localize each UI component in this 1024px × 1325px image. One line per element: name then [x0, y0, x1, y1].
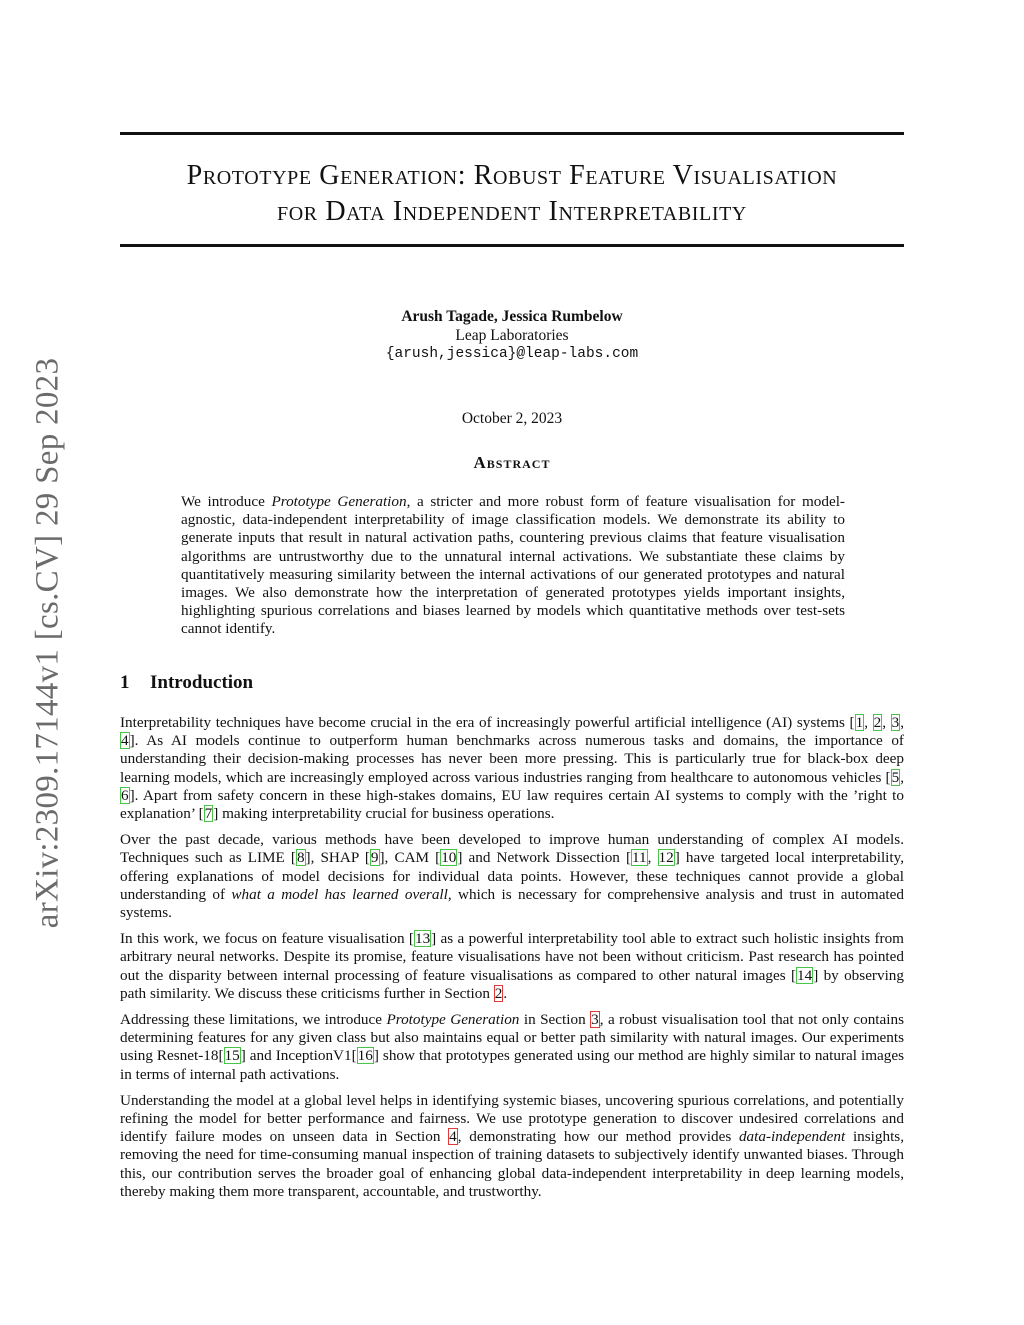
paragraph-3: In this work, we focus on feature visualisation [13] as a powerful interpretability tool able to extract such holistic insights from arbitrary neural networks. Despite its promise, feature visualisations have not been without criticism. Past research has pointed out the disparity between internal processing of feature visualisations as compared to other natural images [14] by observing path similarity. We discuss these criticisms further in Section 2. — [120, 930, 904, 1002]
section-link[interactable]: 2 — [494, 984, 503, 1002]
emphasis: Prototype Generation — [386, 1011, 520, 1029]
paper-title-line-1: Prototype Generation: Robust Feature Visualisation — [186, 160, 838, 191]
section-link[interactable]: 4 — [449, 1128, 457, 1146]
citation-link[interactable]: 13 — [414, 930, 431, 948]
emphasis: what a model has learned overall — [231, 885, 448, 903]
section-heading-introduction — [120, 672, 253, 694]
citation-link[interactable]: 15 — [224, 1047, 240, 1065]
section-title: Introduction — [150, 672, 254, 693]
abstract-body: We introduce Prototype Generation, a stricter and more robust form of feature visualisation for model-agnostic, data-independent interpretability of image classification models. We demonstrate its ability to generate inputs that result in natural activation paths, countering previous claims that feature visualisation algorithms are untrustworthy due to the unnatural internal activations. We substantiate these claims by quantitatively measuring similarity between the internal activations of our generated prototypes and natural images. We also demonstrate how the interpretation of generated prototypes yields important insights, highlighting spurious correlations and biases learned by models which quantitative methods over test-sets cannot identify. — [181, 493, 845, 638]
paragraph-4: Addressing these limitations, we introduce Prototype Generation in Section 3, a robust visualisation tool that not only contains determining features for any given class but also maintains equal or better path similarity with natural images. Our experiments using Resnet-18[15] and InceptionV1[16] show that prototypes generated using our method are highly similar to natural images in terms of internal path activations. — [120, 1011, 904, 1083]
citation-link[interactable]: 6 — [121, 786, 129, 804]
emphasis: data-independent — [738, 1128, 846, 1146]
citation-link[interactable]: 1 — [855, 714, 864, 731]
section-number: 1 — [120, 672, 130, 693]
arxiv-identifier: arXiv:2309.17144v1 [cs.CV] 29 Sep 2023 — [29, 357, 66, 929]
paragraph-5: Understanding the model at a global level helps in identifying systemic biases, uncovering spurious correlations, and potentially refining the model for better performance and fairness. We use prototype generation to discover undesired correlations and identify failure modes on unseen data in Section 4, demonstrating how our method provides data-independent insights, removing the need for time-consuming manual inspection of training datasets to subjectively identify unwanted biases. Through this, our contribution serves the broader goal of enhancing global data-independent interpretability in deep learning models, thereby making them more transparent, accountable, and trustworthy. — [120, 1091, 904, 1200]
title-rule-bottom — [120, 244, 904, 247]
citation-link[interactable]: 14 — [797, 966, 813, 984]
author-block — [120, 307, 904, 364]
citation-link[interactable]: 10 — [441, 849, 457, 867]
citation-link[interactable]: 2 — [873, 714, 882, 731]
introduction-body — [120, 714, 904, 1209]
citation-link[interactable]: 3 — [891, 714, 900, 731]
section-link[interactable]: 3 — [591, 1011, 599, 1029]
paragraph-1: Interpretability techniques have become crucial in the era of increasingly powerful artificial intelligence (AI) systems [1, 2, 3, 4]. As AI models continue to outperform human benchmarks across numerous tasks and domains, the importance of understanding their decision-making processes has never been more pressing. This is particularly true for black-box deep learning models, which are increasingly employed across various industries ranging from healthcare to autonomous vehicles [5, 6]. Apart from safety concern in these high-stakes domains, EU law requires certain AI systems to comply with the ’right to explanation’ [7] making interpretability crucial for business operations. — [120, 714, 905, 823]
abstract-emphasis: Prototype Generation — [271, 493, 407, 510]
paper-title-line-2: for Data Independent Interpretability — [277, 196, 747, 227]
paper-date: October 2, 2023 — [461, 410, 563, 427]
citation-link[interactable]: 7 — [204, 805, 213, 823]
paper-title — [120, 158, 904, 230]
citation-link[interactable]: 12 — [658, 849, 674, 867]
citation-link[interactable]: 4 — [121, 732, 129, 750]
citation-link[interactable]: 5 — [891, 768, 900, 786]
abstract-heading: Abstract — [473, 453, 551, 472]
citation-link[interactable]: 8 — [296, 849, 305, 867]
citation-link[interactable]: 9 — [370, 849, 379, 867]
paragraph-2: Over the past decade, various methods have been developed to improve human understanding of complex AI models. Techniques such as LIME [8], SHAP [9], CAM [10] and Network Dissection [11, 12] have targeted local interpretability, offering explanations of model decisions for individual data points. However, these techniques cannot provide a global understanding of what a model has learned overall, which is necessary for comprehensive analysis and trust in automated systems. — [120, 831, 905, 922]
title-rule-top — [120, 132, 904, 135]
citation-link[interactable]: 11 — [632, 849, 647, 867]
author-email[interactable]: {arush,jessica}@leap-labs.com — [385, 346, 639, 362]
author-affiliation: Leap Laboratories — [455, 327, 569, 344]
author-names: Arush Tagade, Jessica Rumbelow — [401, 308, 623, 325]
citation-link[interactable]: 16 — [357, 1047, 373, 1065]
